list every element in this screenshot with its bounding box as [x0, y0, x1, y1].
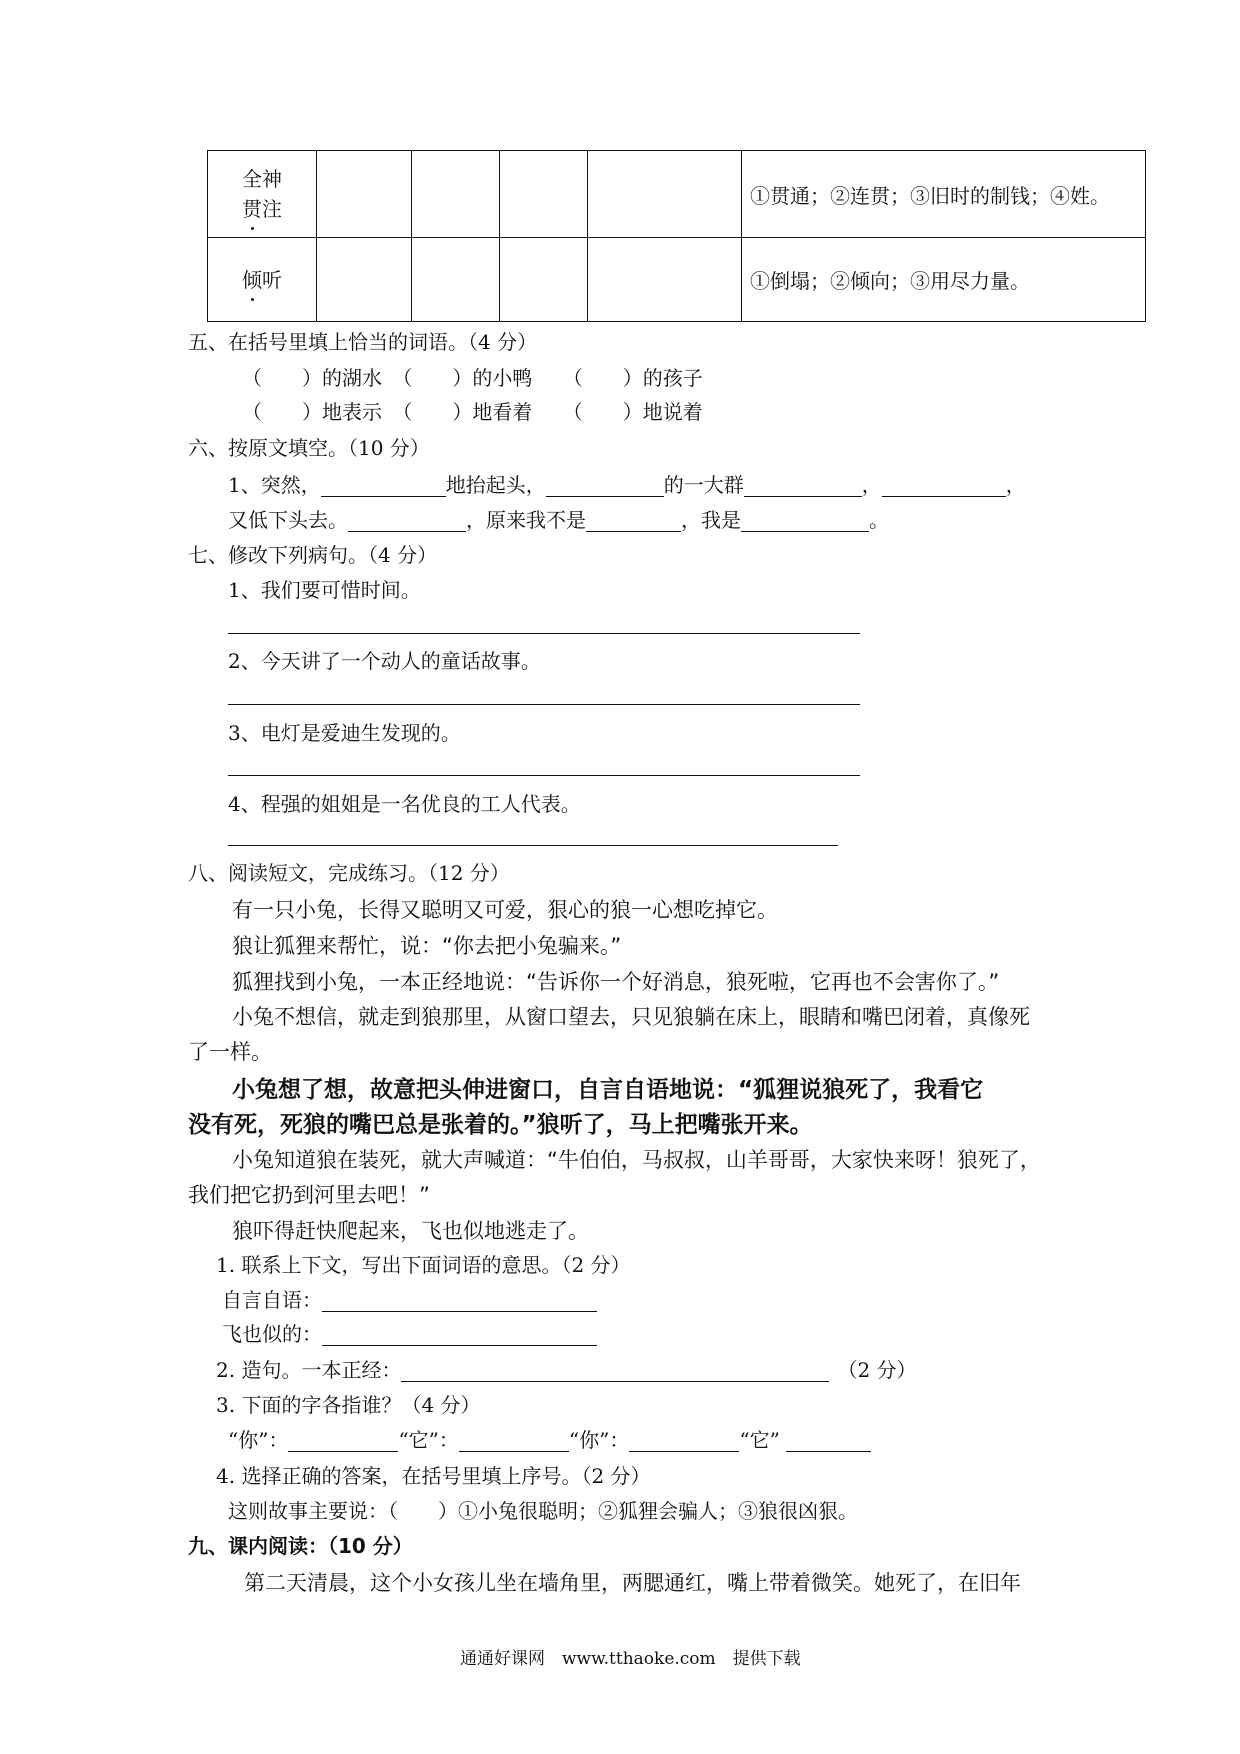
passage-line: 有一只小兔，长得又聪明又可爱，狠心的狼一心想吃掉它。 — [232, 898, 778, 922]
passage-line: 狼吓得赶快爬起来，飞也似地逃走了。 — [232, 1219, 589, 1243]
passage-bold-line: 小兔想了想，故意把头伸进窗口，自言自语地说：“狐狸说狼死了，我看它 — [232, 1077, 984, 1103]
answer-line[interactable] — [228, 775, 860, 776]
fill-line-1: 1、突然， 地抬起头， 的一大群 ， ， — [228, 473, 1026, 497]
question-3-blanks: “你”： “它”： “你”： “它” — [228, 1428, 871, 1452]
section8-title: 八、阅读短文，完成练习。（12 分） — [188, 861, 510, 885]
word-line1: 全神 — [242, 167, 282, 191]
answer-line[interactable] — [228, 633, 860, 634]
passage-line: 了一样。 — [188, 1040, 272, 1064]
passage-line: 小兔不想信，就走到狼那里，从窗口望去，只见狼躺在床上，眼睛和嘴巴闭着，真像死 — [232, 1005, 1030, 1029]
blank-line[interactable] — [322, 1289, 597, 1312]
question-1b: 飞也似的： — [222, 1322, 597, 1346]
blank-line[interactable] — [288, 1429, 398, 1452]
blank-cell[interactable] — [500, 151, 588, 238]
table-row — [208, 238, 1146, 322]
answer-line[interactable] — [228, 845, 838, 846]
blank-cell[interactable] — [317, 238, 412, 322]
passage-line: 小兔知道狼在装死，就大声喊道：“牛伯伯，马叔叔，山羊哥哥，大家快来呀！狼死了， — [232, 1148, 1041, 1172]
table-word-cell — [208, 151, 317, 238]
question-4: 4. 选择正确的答案，在括号里填上序号。（2 分） — [216, 1464, 651, 1488]
blank-cell[interactable] — [412, 151, 500, 238]
passage-line: 狐狸找到小兔，一本正经地说：“告诉你一个好消息，狼死啦，它再也不会害你了。” — [232, 970, 1000, 994]
blank-cell[interactable] — [588, 151, 742, 238]
page-footer: 通通好课网 www.tthaoke.com 提供下载 — [460, 1649, 801, 1669]
fill-line-2: 又低下头去。 ，原来我不是 ，我是 。 — [228, 508, 889, 532]
blank-cell[interactable] — [412, 238, 500, 322]
table-row — [208, 151, 1146, 238]
question-4-answer[interactable]: 这则故事主要说：（ ）①小兔很聪明；②狐狸会骗人；③狼很凶狠。 — [228, 1499, 858, 1523]
blank-line[interactable] — [882, 474, 1006, 497]
blank-line[interactable] — [546, 474, 664, 497]
answer-line[interactable] — [228, 704, 860, 705]
section6-title: 六、按原文填空。（10 分） — [188, 436, 430, 460]
question-1a: 自言自语： — [222, 1288, 597, 1312]
sentence-item: 1、我们要可惜时间。 — [228, 578, 421, 602]
blank-cell[interactable] — [317, 151, 412, 238]
meaning-cell: ①倒塌；②倾向；③用尽力量。 — [742, 238, 1146, 322]
passage-bold-line: 没有死，死狼的嘴巴总是张着的。”狼听了，马上把嘴张开来。 — [188, 1112, 813, 1138]
sentence-item: 3、电灯是爱迪生发现的。 — [228, 721, 461, 745]
blank-line[interactable] — [459, 1429, 569, 1452]
passage-line: 狼让狐狸来帮忙，说：“你去把小兔骗来。” — [232, 934, 622, 958]
question-2: 2. 造句。一本正经： （2 分） — [216, 1358, 917, 1382]
blank-cell[interactable] — [588, 238, 742, 322]
sentence-item: 2、今天讲了一个动人的童话故事。 — [228, 649, 541, 673]
blank-line[interactable] — [321, 474, 446, 497]
passage-line: 第二天清晨，这个小女孩儿坐在墙角里，两腮通红，嘴上带着微笑。她死了，在旧年 — [244, 1571, 1021, 1595]
blank-line[interactable] — [629, 1429, 739, 1452]
blank-line[interactable] — [786, 1429, 871, 1452]
blank-line[interactable] — [586, 509, 681, 532]
section5-line1[interactable]: （ ）的湖水 （ ）的小鸭 （ ）的孩子 — [242, 366, 703, 390]
meaning-cell: ①贯通；②连贯；③旧时的制钱；④姓。 — [742, 151, 1146, 238]
blank-line[interactable] — [401, 1359, 829, 1382]
blank-line[interactable] — [744, 474, 862, 497]
word-line2: 注 — [262, 197, 282, 221]
dotted-char: 贯 — [242, 194, 262, 224]
blank-line[interactable] — [348, 509, 466, 532]
question-1: 1. 联系上下文，写出下面词语的意思。（2 分） — [216, 1253, 631, 1277]
section9-title: 九、课内阅读：（10 分） — [188, 1534, 413, 1558]
section7-title: 七、修改下列病句。（4 分） — [188, 543, 438, 567]
word-line2: 听 — [262, 267, 282, 292]
blank-line[interactable] — [741, 509, 869, 532]
dotted-char: 倾 — [242, 265, 262, 295]
vocab-table — [207, 150, 1146, 322]
section5-title: 五、在括号里填上恰当的词语。（4 分） — [188, 330, 538, 354]
table-word-cell — [208, 238, 317, 322]
passage-line: 我们把它扔到河里去吧！” — [188, 1183, 430, 1207]
blank-line[interactable] — [322, 1323, 597, 1346]
section5-line2[interactable]: （ ）地表示 （ ）地看着 （ ）地说着 — [242, 400, 703, 424]
question-3: 3. 下面的字各指谁？（4 分） — [216, 1393, 481, 1417]
sentence-item: 4、程强的姐姐是一名优良的工人代表。 — [228, 792, 581, 816]
blank-cell[interactable] — [500, 238, 588, 322]
